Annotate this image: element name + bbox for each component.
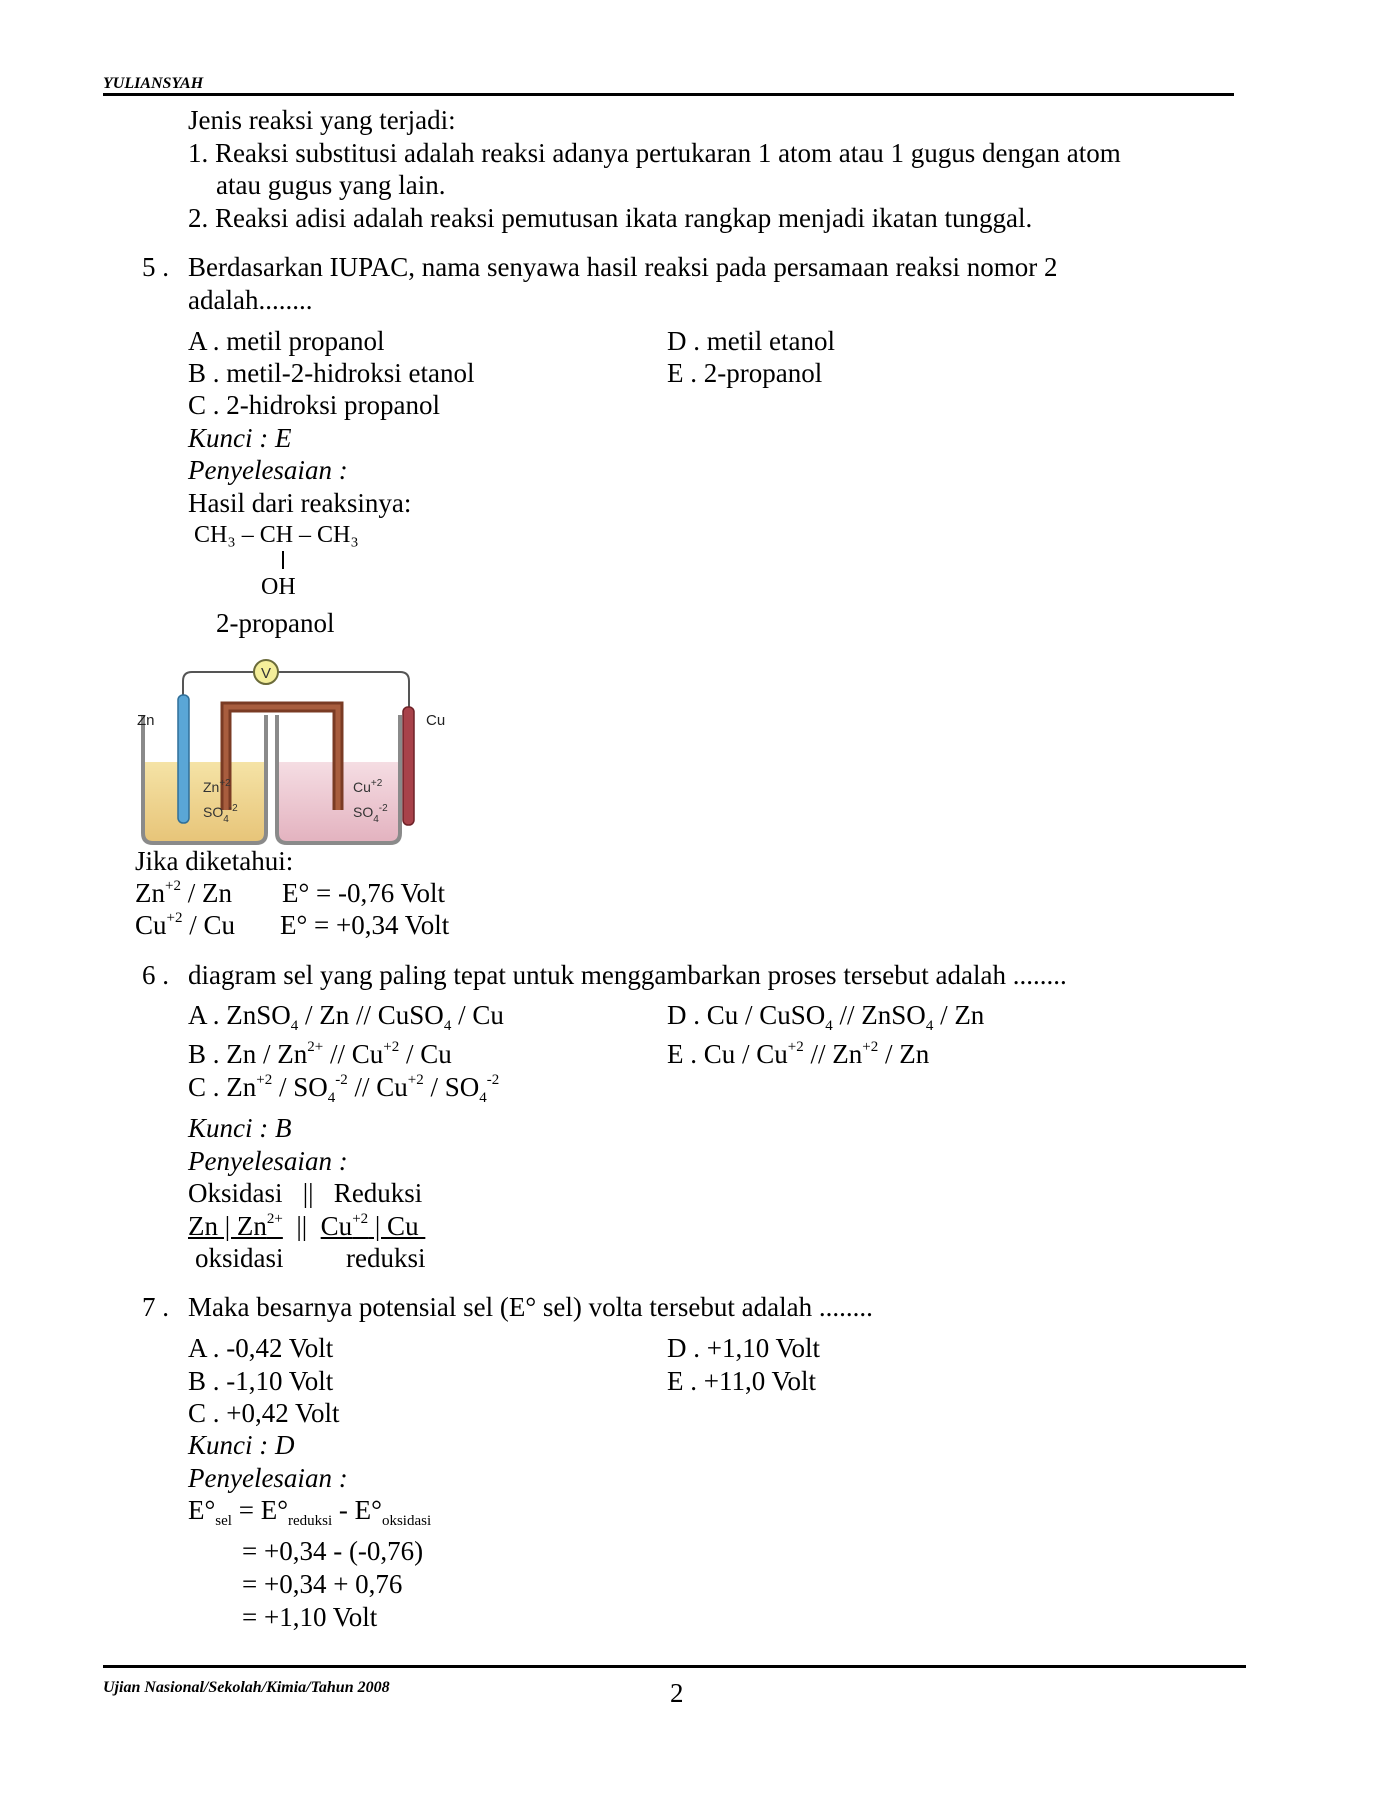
q7-option-e: E . +11,0 Volt (667, 1366, 817, 1396)
header-author: YULIANSYAH (103, 75, 204, 92)
q7-step-1: = +0,34 - (-0,76) (242, 1536, 424, 1566)
q7-penyelesaian: Penyelesaian : (188, 1463, 348, 1493)
left-ion-zn: $Zn^{+2}$ (203, 778, 231, 795)
right-ion-cu: $Cu^{+2}$ (353, 778, 383, 795)
q7-formula: $E^\circ_{sel} = E^\circ_{reduksi} - E^\circ_{oksidasi}$ (188, 1495, 432, 1529)
q5-option-e: E . 2-propanol (667, 358, 823, 388)
q7-step-2: = +0,34 + 0,76 (242, 1569, 403, 1599)
q6-reduksi-label: reduksi (346, 1243, 426, 1273)
left-solution (143, 762, 266, 843)
q6-option-b: B . Zn / $Zn^{2+} // Cu^{+2}$ / Cu (188, 1039, 452, 1069)
given-zn-couple (135, 880, 232, 907)
given-zn-rest: / Zn (187, 878, 232, 908)
q6-option-a: A . ZnSO$_4$ / Zn // CuSO$_4$ / Cu (188, 1000, 504, 1034)
q7-question: Maka besarnya potensial sel (E° sel) volta tersebut adalah ........ (188, 1292, 873, 1322)
wire-left (183, 672, 254, 695)
q5-hasil: Hasil dari reaksinya: (188, 488, 412, 518)
intro-item-1-cont: atau gugus yang lain. (216, 170, 446, 200)
footer-source: Ujian Nasional/Sekolah/Kimia/Tahun 2008 (103, 1679, 390, 1696)
q6-option-e: E . Cu / $Cu^{+2} // Zn^{+2}$ / Zn (667, 1039, 930, 1069)
intro-item-2: 2. Reaksi adisi adalah reaksi pemutusan ikata rangkap menjadi ikatan tunggal. (188, 203, 1033, 233)
q6-number: 6 . (142, 960, 169, 990)
right-ion-so4: $SO_4^{-2}$ (353, 803, 388, 825)
zn-electrode (178, 695, 189, 823)
page-number: 2 (670, 1678, 684, 1708)
header-rule (103, 93, 1234, 96)
q5-option-b: B . metil-2-hidroksi etanol (188, 358, 475, 388)
q5-number: 5 . (142, 252, 169, 282)
q7-number: 7 . (142, 1292, 169, 1322)
q7-kunci: Kunci : D (188, 1430, 295, 1460)
intro-item-1: 1. Reaksi substitusi adalah reaksi adanya pertukaran 1 atom atau 1 gugus dengan atom (188, 138, 1121, 168)
q6-penyelesaian: Penyelesaian : (188, 1146, 348, 1176)
q7-option-a: A . -0,42 Volt (188, 1333, 334, 1363)
q5-formula-bond (282, 551, 284, 569)
given-cu-label: Cu (135, 910, 167, 940)
given-zn-label: Zn (135, 878, 165, 908)
cu-electrode-label: Cu (426, 712, 446, 729)
q5-structural-formula: CH₃ – CH – CH₃ (194, 522, 359, 548)
q5-option-c: C . 2-hidroksi propanol (188, 390, 440, 420)
voltmeter-label: V (260, 665, 272, 682)
q5-option-d: D . metil etanol (667, 326, 835, 356)
q5-kunci: Kunci : E (188, 423, 292, 453)
q5-compound-name: 2-propanol (216, 608, 335, 638)
footer-rule (103, 1665, 1246, 1668)
zn-electrode-label: Zn (137, 712, 155, 729)
given-cu-sup: +2 (166, 910, 183, 926)
given-cu-couple (135, 912, 235, 939)
q7-option-b: B . -1,10 Volt (188, 1366, 334, 1396)
given-zn-sup: +2 (165, 878, 181, 894)
q6-option-d: D . Cu / CuSO$_4$ // ZnSO$_4$ / Zn (667, 1000, 985, 1034)
q7-step-3: = +1,10 Volt (242, 1602, 378, 1632)
cu-electrode (403, 707, 414, 825)
q6-cell-notation: Zn | $Zn^{2+}$ || $Cu^{+2}$ | Cu (188, 1211, 426, 1241)
left-ion-so4: $SO_4^{-2}$ (203, 803, 238, 825)
given-cu-rest: / Cu (189, 910, 235, 940)
q6-question: diagram sel yang paling tepat untuk menggambarkan proses tersebut adalah ........ (188, 960, 1067, 990)
q6-kunci: Kunci : B (188, 1113, 292, 1143)
q7-option-d: D . +1,10 Volt (667, 1333, 821, 1363)
given-title: Jika diketahui: (135, 846, 294, 876)
q6-oksidasi-label: oksidasi (195, 1243, 284, 1273)
q6-option-c: C . $Zn^{+2} / SO_4^{-2} // Cu^{+2} / SO_4^{-2}$ (188, 1072, 500, 1106)
voltaic-cell-diagram (135, 655, 465, 850)
intro-title: Jenis reaksi yang terjadi: (188, 105, 456, 135)
q7-option-c: C . +0,42 Volt (188, 1398, 340, 1428)
q5-option-a: A . metil propanol (188, 326, 385, 356)
q5-formula-oh: OH (261, 574, 296, 600)
given-zn-potential: E° = -0,76 Volt (282, 878, 446, 908)
given-cu-potential: E° = +0,34 Volt (280, 910, 450, 940)
q5-question-line2: adalah........ (188, 285, 313, 315)
q6-ox-red-header: Oksidasi || Reduksi (188, 1178, 423, 1208)
q5-question-line1: Berdasarkan IUPAC, nama senyawa hasil reaksi pada persamaan reaksi nomor 2 (188, 252, 1058, 282)
q5-penyelesaian: Penyelesaian : (188, 455, 348, 485)
